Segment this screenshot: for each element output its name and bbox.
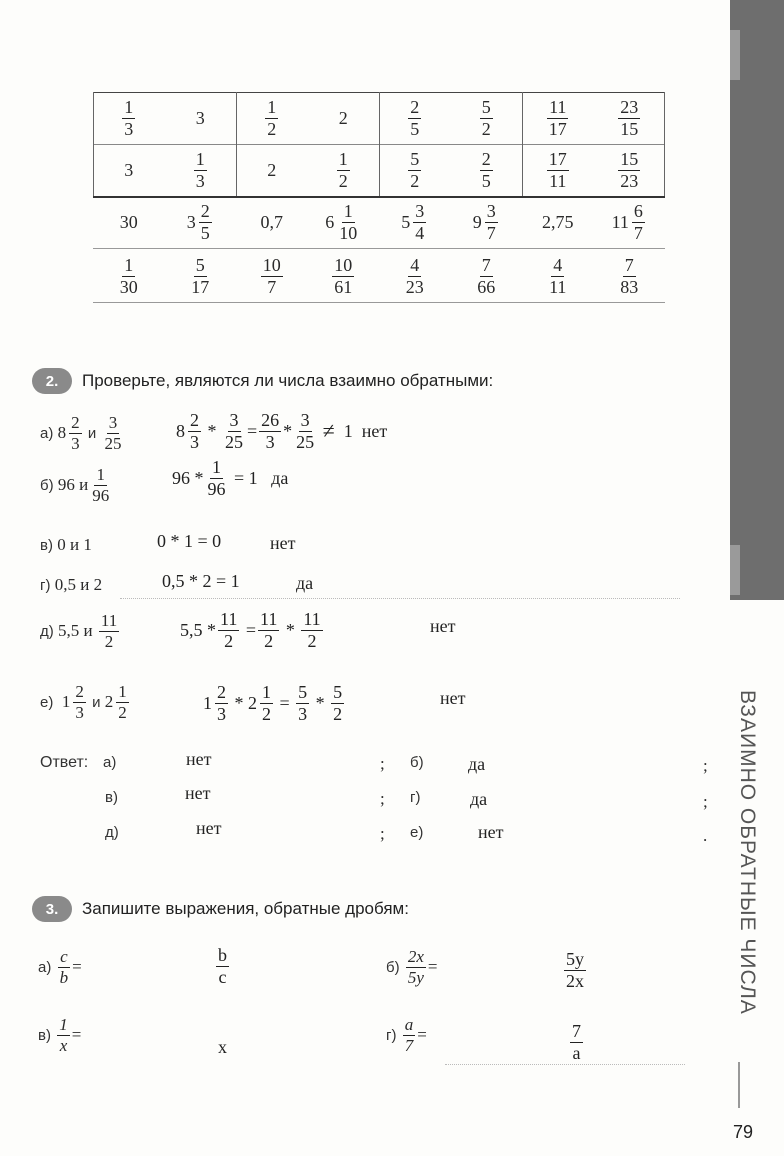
table-cell: $\frac{1}{3}$ <box>195 148 205 191</box>
ex2-item-v-answer: нет <box>270 533 296 553</box>
ex3-item-b: б) $\frac{2x}{5y}$ = <box>386 947 438 987</box>
ex2-item-d-answer: нет <box>430 616 456 636</box>
table-cell: 5 $\frac{3}{4}$ <box>401 200 425 243</box>
section-title: ВЗАИМНО ОБРАТНЫЕ ЧИСЛА <box>736 690 759 1015</box>
answer-d-value: нет <box>196 818 222 838</box>
table-cell: $\frac{2}{5}$ <box>481 148 491 191</box>
ex3-item-g-answer: $\frac{7}{a}$ <box>572 1021 581 1063</box>
table-cell: 30 <box>119 211 138 232</box>
table-cell: $\frac{2}{5}$ <box>410 96 420 139</box>
ex2-item-e-answer: нет <box>440 688 466 708</box>
ex2-item-g-solution: 0,5 * 2 = 1 <box>162 571 240 591</box>
table-cell: $\frac{7}{83}$ <box>620 254 639 297</box>
answer-g-value: да <box>470 789 488 809</box>
table-cell: $\frac{5}{17}$ <box>191 254 210 297</box>
table-cell: $\frac{1}{3}$ <box>124 96 134 139</box>
table-cell: 11 $\frac{6}{7}$ <box>611 200 643 243</box>
table-row <box>93 196 665 248</box>
ex3-item-b-answer: $\frac{5y}{2x}$ <box>566 949 584 991</box>
table-cell: $\frac{5}{2}$ <box>410 148 420 191</box>
ex3-item-a: а) $\frac{c}{b}$ = <box>38 947 82 987</box>
answer-separator: ; <box>380 789 385 808</box>
exercise-2-heading <box>32 368 493 394</box>
page-number: 79 <box>733 1122 754 1142</box>
side-tab <box>730 0 784 600</box>
table-cell: $\frac{11}{17}$ <box>548 96 567 139</box>
ex3-item-g: г) $\frac{a}{7}$ = <box>386 1015 427 1055</box>
table-cell: $\frac{4}{23}$ <box>405 254 424 297</box>
side-notch <box>730 545 740 595</box>
ex2-item-e-solution: 1 $\frac{2}{3}$ * 2 $\frac{1}{2}$ = $\frac{5}{3}$ * $\frac{5}{2}$ <box>203 682 343 724</box>
table-cell: $\frac{1}{2}$ <box>267 96 277 139</box>
ex2-item-e: е) 1 $\frac{2}{3}$ и 2 $\frac{1}{2}$ <box>40 682 127 722</box>
table-cell: 2 <box>267 159 277 180</box>
table-cell: 0,7 <box>260 211 283 232</box>
answer-b-label: б) <box>410 754 424 771</box>
ex2-item-a: а) 8 $\frac{2}{3}$ и $\frac{3}{25}$ <box>40 413 122 453</box>
table-cell: $\frac{5}{2}$ <box>481 96 491 139</box>
exercise-2-title: Проверьте, являются ли числа взаимно обратными: <box>82 371 494 390</box>
table-cell: 2 <box>338 107 348 128</box>
answer-d-label: д) <box>105 824 119 841</box>
table-cell: 3 $\frac{2}{5}$ <box>186 200 210 243</box>
answer-v-label: в) <box>105 789 118 806</box>
ex2-item-v: в) 0 и 1 <box>40 535 92 554</box>
exercise-number-badge: 3. <box>32 896 72 922</box>
answer-a-label: а) <box>103 754 117 771</box>
answer-label: Ответ: <box>40 754 89 771</box>
table-cell: 9 $\frac{3}{7}$ <box>472 200 496 243</box>
table-cell: $\frac{1}{30}$ <box>119 254 138 297</box>
answer-separator: ; <box>380 754 385 773</box>
table-row <box>93 92 665 144</box>
table-cell: $\frac{15}{23}$ <box>620 148 639 191</box>
ex3-item-v: в) $\frac{1}{x}$ = <box>38 1015 82 1055</box>
page-corner-mark <box>738 1062 740 1108</box>
table-cell: 6 $\frac{1}{10}$ <box>325 200 358 243</box>
ex3-item-v-answer: x <box>218 1037 227 1057</box>
answer-g-label: г) <box>410 789 421 806</box>
table-cell: $\frac{23}{15}$ <box>620 96 639 139</box>
ex2-item-g: г) 0,5 и 2 <box>40 575 103 594</box>
table-cell: $\frac{10}{61}$ <box>334 254 353 297</box>
table-cell: 3 <box>124 159 134 180</box>
table-cell: $\frac{17}{11}$ <box>548 148 567 191</box>
table-cell: $\frac{4}{11}$ <box>549 254 567 297</box>
answer-separator: ; <box>703 792 708 811</box>
table-cell: $\frac{10}{7}$ <box>262 254 281 297</box>
table-row <box>93 250 665 302</box>
exercise-number-badge: 2. <box>32 368 72 394</box>
ex2-item-b: б) 96 и $\frac{1}{96}$ <box>40 465 110 505</box>
answer-a-value: нет <box>186 749 212 769</box>
exercise-3-heading <box>32 896 409 922</box>
answer-separator: . <box>703 826 708 845</box>
answer-e-label: е) <box>410 824 424 841</box>
answer-separator: ; <box>380 824 385 843</box>
answer-separator: ; <box>703 756 708 775</box>
ex2-item-a-solution: 8 $\frac{2}{3}$ * $\frac{3}{25}$ = $\frac{26}{3}$ * $\frac{3}{25}$ ≠ 1 нет <box>176 410 388 452</box>
ex2-item-g-answer: да <box>296 573 314 593</box>
table-cell: 2,75 <box>542 211 574 232</box>
ex2-item-d: д) 5,5 и $\frac{11}{2}$ <box>40 611 118 651</box>
table-cell: 3 <box>195 107 205 128</box>
answer-v-value: нет <box>185 783 211 803</box>
side-notch <box>730 30 740 80</box>
exercise-3-title: Запишите выражения, обратные дробям: <box>82 899 409 918</box>
table-cell: $\frac{7}{66}$ <box>477 254 496 297</box>
ex2-item-d-solution: 5,5 * $\frac{11}{2}$ = $\frac{11}{2}$ * $\frac{11}{2}$ <box>180 609 321 651</box>
reciprocal-table <box>93 92 665 304</box>
answer-b-value: да <box>468 754 486 774</box>
table-row <box>93 144 665 196</box>
ex3-item-a-answer: $\frac{b}{c}$ <box>218 945 227 987</box>
answer-e-value: нет <box>478 822 504 842</box>
ex2-item-b-solution: 96 * $\frac{1}{96}$ = 1 да <box>172 457 289 499</box>
ex2-item-v-solution: 0 * 1 = 0 <box>157 531 222 551</box>
table-cell: $\frac{1}{2}$ <box>338 148 348 191</box>
